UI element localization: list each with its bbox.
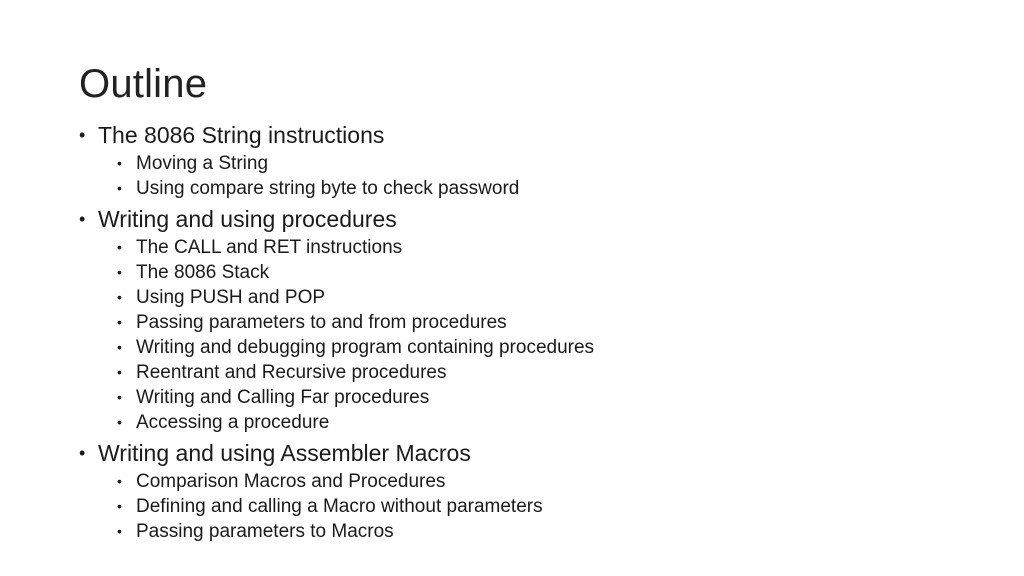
bullet-icon: • [117,498,122,514]
subitem-text: Writing and debugging program containing procedures [136,337,595,358]
section-heading-text: Writing and using procedures [98,206,397,232]
outline-subitem [79,176,959,201]
subitem-text: Moving a String [136,153,269,174]
outline-subitem [79,360,959,385]
bullet-icon: • [117,264,122,280]
bullet-icon: • [117,339,122,355]
bullet-icon: • [117,523,122,539]
section-heading-text: The 8086 String instructions [98,122,385,148]
bullet-icon: • [79,209,86,229]
bullet-icon: • [117,389,122,405]
outline-subitem [79,151,959,176]
outline-subitem [79,519,959,544]
subitem-text: Comparison Macros and Procedures [136,471,446,492]
subitem-text: The 8086 Stack [136,262,270,283]
subitem-text: Using PUSH and POP [136,287,326,308]
outline-subitem [79,310,959,335]
outline-section-heading [79,119,959,151]
outline-subitem [79,494,959,519]
subitem-text: Using compare string byte to check password [136,178,520,199]
outline-list [79,119,959,544]
subitem-text: Writing and Calling Far procedures [136,387,430,408]
slide-title: Outline [79,62,208,106]
outline-section-heading [79,437,959,469]
bullet-icon: • [117,180,122,196]
outline-section-heading [79,203,959,235]
subitem-text: Reentrant and Recursive procedures [136,362,447,383]
bullet-icon: • [117,473,122,489]
outline-subitem [79,285,959,310]
bullet-icon: • [117,289,122,305]
bullet-icon: • [117,364,122,380]
subitem-text: Accessing a procedure [136,412,330,433]
bullet-icon: • [117,155,122,171]
outline-subitem [79,385,959,410]
bullet-icon: • [117,239,122,255]
bullet-icon: • [79,443,86,463]
outline-subitem [79,469,959,494]
outline-subitem [79,335,959,360]
outline-subitem [79,260,959,285]
bullet-icon: • [79,125,86,145]
subitem-text: The CALL and RET instructions [136,237,403,258]
section-heading-text: Writing and using Assembler Macros [98,440,471,466]
outline-subitem [79,235,959,260]
outline-subitem [79,410,959,435]
bullet-icon: • [117,414,122,430]
subitem-text: Passing parameters to and from procedures [136,312,507,333]
subitem-text: Defining and calling a Macro without parameters [136,496,543,517]
bullet-icon: • [117,314,122,330]
subitem-text: Passing parameters to Macros [136,521,394,542]
